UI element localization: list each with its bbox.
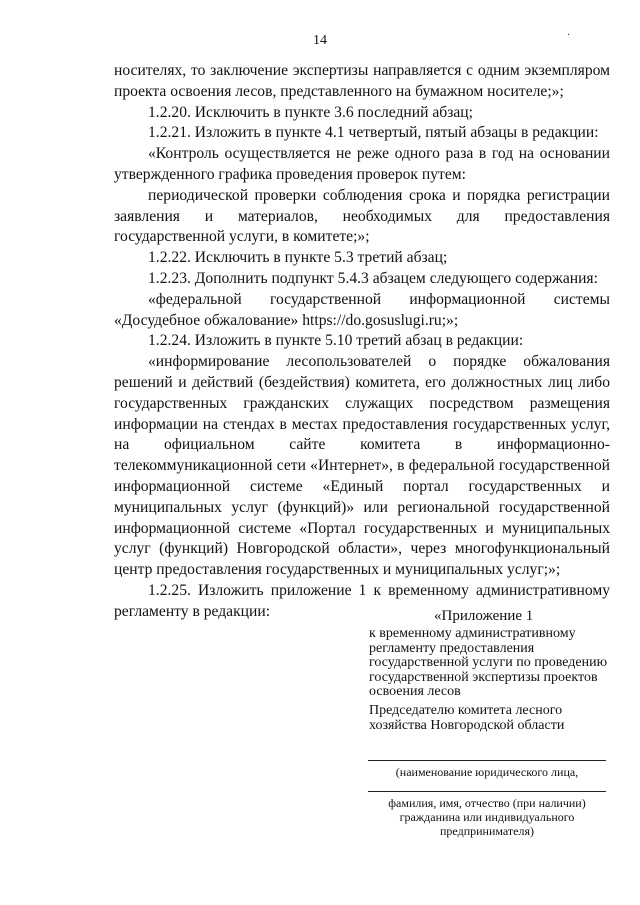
paragraph-6: 1.2.22. Исключить в пункте 5.3 третий абзац; [148,249,448,267]
paragraph-1: носителях, то заключение экспертизы направляется с одним экземпляром проекта освоения лесов, представленного на бумажном носителе;»; [114,62,610,100]
annex-addressee: Председателю комитета лесного хозяйства Новгородской области [369,703,565,733]
paragraph-8: «федеральной государственной информационной системы «Досудебное обжалование» https://do.gosuslugi.ru;»; [114,290,610,329]
paragraph-4: «Контроль осуществляется не реже одного раза в год на основании утвержденного графика проведения проверок путем: [114,145,610,183]
paragraph-5: периодической проверки соблюдения срока и порядка регистрации заявления и материалов, необходимых для предоставления государственной услуги, в комитете;»; [114,186,610,246]
scan-dot: · [567,30,571,41]
applicant-person-caption: фамилия, имя, отчество (при наличии) гражданина или индивидуального предпринимателя) [388,796,586,838]
paragraph-7: 1.2.23. Дополнить подпункт 5.4.3 абзацем следующего содержания: [148,269,598,287]
paragraph-2: 1.2.20. Исключить в пункте 3.6 последний абзац; [148,103,473,121]
annex-title: «Приложение 1 [434,608,534,624]
paragraph-9: 1.2.24. Изложить в пункте 5.10 третий абзац в редакции: [148,332,524,350]
annex-description: к временному административному регламенту предоставления государственной услуги по проведению государственной экспертизы проектов освоения лесов [369,626,608,699]
paragraph-10: «информирование лесопользователей о порядке обжалования решений и действий (бездействия) комитета, его должностных лиц либо государственных гражданских служащих посредством размещения информации на стендах в местах предоставления государственных услуг, на официальном сайте комитета в информационно-телекоммуникационной сети «Интернет», в федеральной государственной информационной системе «Единый портал государственных и муниципальных услуг (функций)» или региональной государственной информационной системе «Портал государственных и муниципальных услуг (функций) Новгородской области», через многофункциональный центр предоставления государственных и муниципальных услуг;»; [114,353,610,579]
paragraph-11: 1.2.25. Изложить приложение 1 к временному административному регламенту в редакции: [114,581,610,620]
paragraph-3: 1.2.21. Изложить в пункте 4.1 четвертый, пятый абзацы в редакции: [148,124,599,142]
applicant-name-line [368,760,606,761]
applicant-name-caption: (наименование юридического лица, [395,765,579,779]
body-text [114,61,610,623]
page-number: 14 [313,33,327,48]
applicant-person-line [368,791,606,792]
